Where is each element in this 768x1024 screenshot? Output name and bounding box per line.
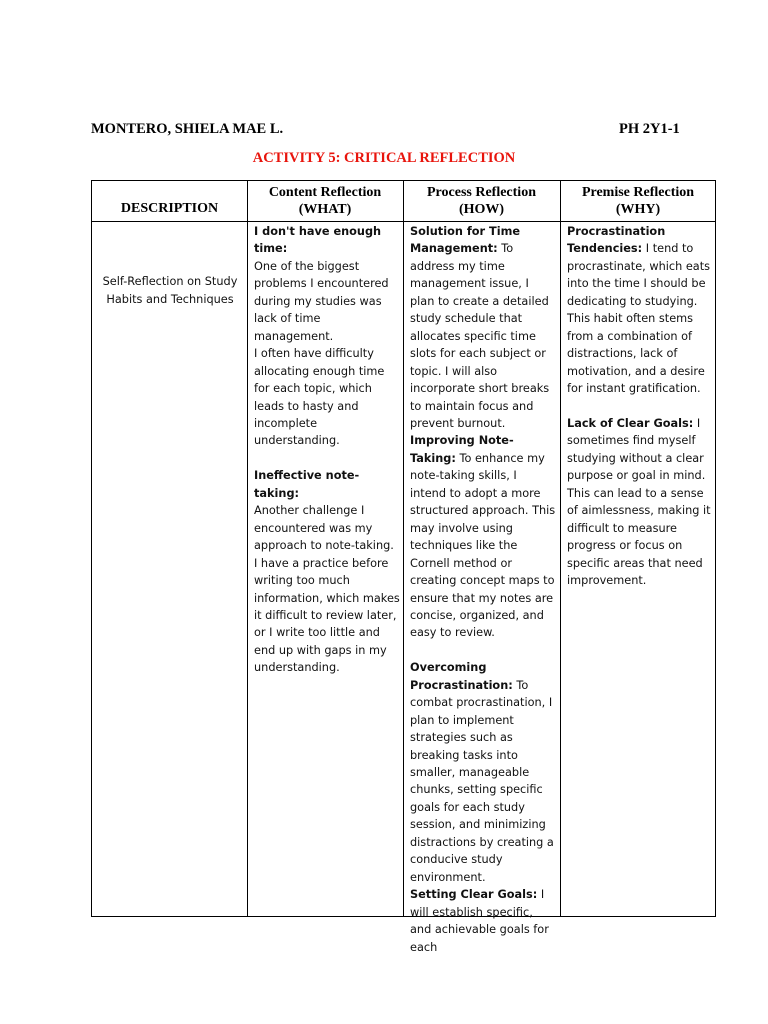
process-paragraph: To combat procrastination, I plan to implement strategies such as breaking tasks into smaller, manageable chunks, setting specific goals for each study session, and minimizing distractions by creating a conducive study environment. [410,678,554,884]
reflection-table [91,180,716,954]
premise-paragraph: I sometimes find myself studying without a clear purpose or goal in mind. This can lead to a sense of aimlessness, making it difficult to measure progress or focus on specific areas that need improvement. [567,416,711,588]
premise-paragraph: I tend to procrastinate, which eats into the time I should be dedicating to studying. This habit often stems from a combination of distractions, lack of motivation, and a desire for instant gratification. [567,242,711,396]
content-paragraph: I often have difficulty allocating enough time for each topic, which leads to hasty and incomplete understanding. [254,347,385,448]
header-description [92,181,247,221]
process-heading-notes: Improving Note-Taking: [410,434,514,465]
header-description-label: DESCRIPTION [120,201,219,216]
header-process-title: Process Reflection [427,185,536,200]
premise-reflection-cell [567,223,712,590]
section-code: PH 2Y1-1 [619,121,680,137]
header-premise-sub: (WHY) [615,202,661,217]
process-heading-procrastination: Overcoming Procrastination: [410,661,513,692]
process-paragraph: To enhance my note-taking skills, I intend to adopt a more structured approach. This may involve using techniques like the Cornell method or creating concept maps to ensure that my notes are concise, organized, and easy to review. [410,451,556,640]
header-content-title: Content Reflection [268,185,382,200]
content-heading-time: I don't have enough time: [254,225,382,256]
description-cell [98,273,242,308]
header-row-divider [92,221,715,222]
header-process-sub: (HOW) [458,202,505,217]
premise-heading-goals: Lack of Clear Goals: [567,416,694,430]
student-name: MONTERO, SHIELA MAE L. [91,121,284,137]
process-heading-goals: Setting Clear Goals: [410,888,538,902]
description-text: Self-Reflection on Study Habits and Techniques [102,275,238,306]
content-paragraph: Another challenge I encountered was my approach to note-taking. I have a practice before writing too much information, which makes it difficult to review later, or I write too little and end up with gaps in my understanding. [254,504,400,675]
process-paragraph: To address my time management issue, I plan to create a detailed study schedule that allocates specific time slots for each subject or topic. I will also incorporate short breaks to maintain focus and prevent burnout. [410,242,550,430]
premise-heading-procrastination: Procrastination Tendencies: [567,225,666,256]
column-divider [560,181,561,916]
content-heading-notes: Ineffective note-taking: [254,469,360,500]
process-heading-time: Solution for Time Management: [410,225,521,256]
content-paragraph: One of the biggest problems I encountered during my studies was lack of time management. [254,259,389,343]
activity-title: ACTIVITY 5: CRITICAL REFLECTION [252,150,516,166]
process-paragraph: I will establish specific, and achievable goals for each [410,888,549,954]
process-reflection-cell [410,223,556,956]
column-divider [247,181,248,916]
header-premise-title: Premise Reflection [581,185,695,200]
header-premise-reflection [560,181,716,221]
content-reflection-cell [254,223,400,677]
header-process-reflection [403,181,560,221]
header-content-reflection [247,181,403,221]
column-divider [403,181,404,916]
header-content-sub: (WHAT) [298,202,352,217]
